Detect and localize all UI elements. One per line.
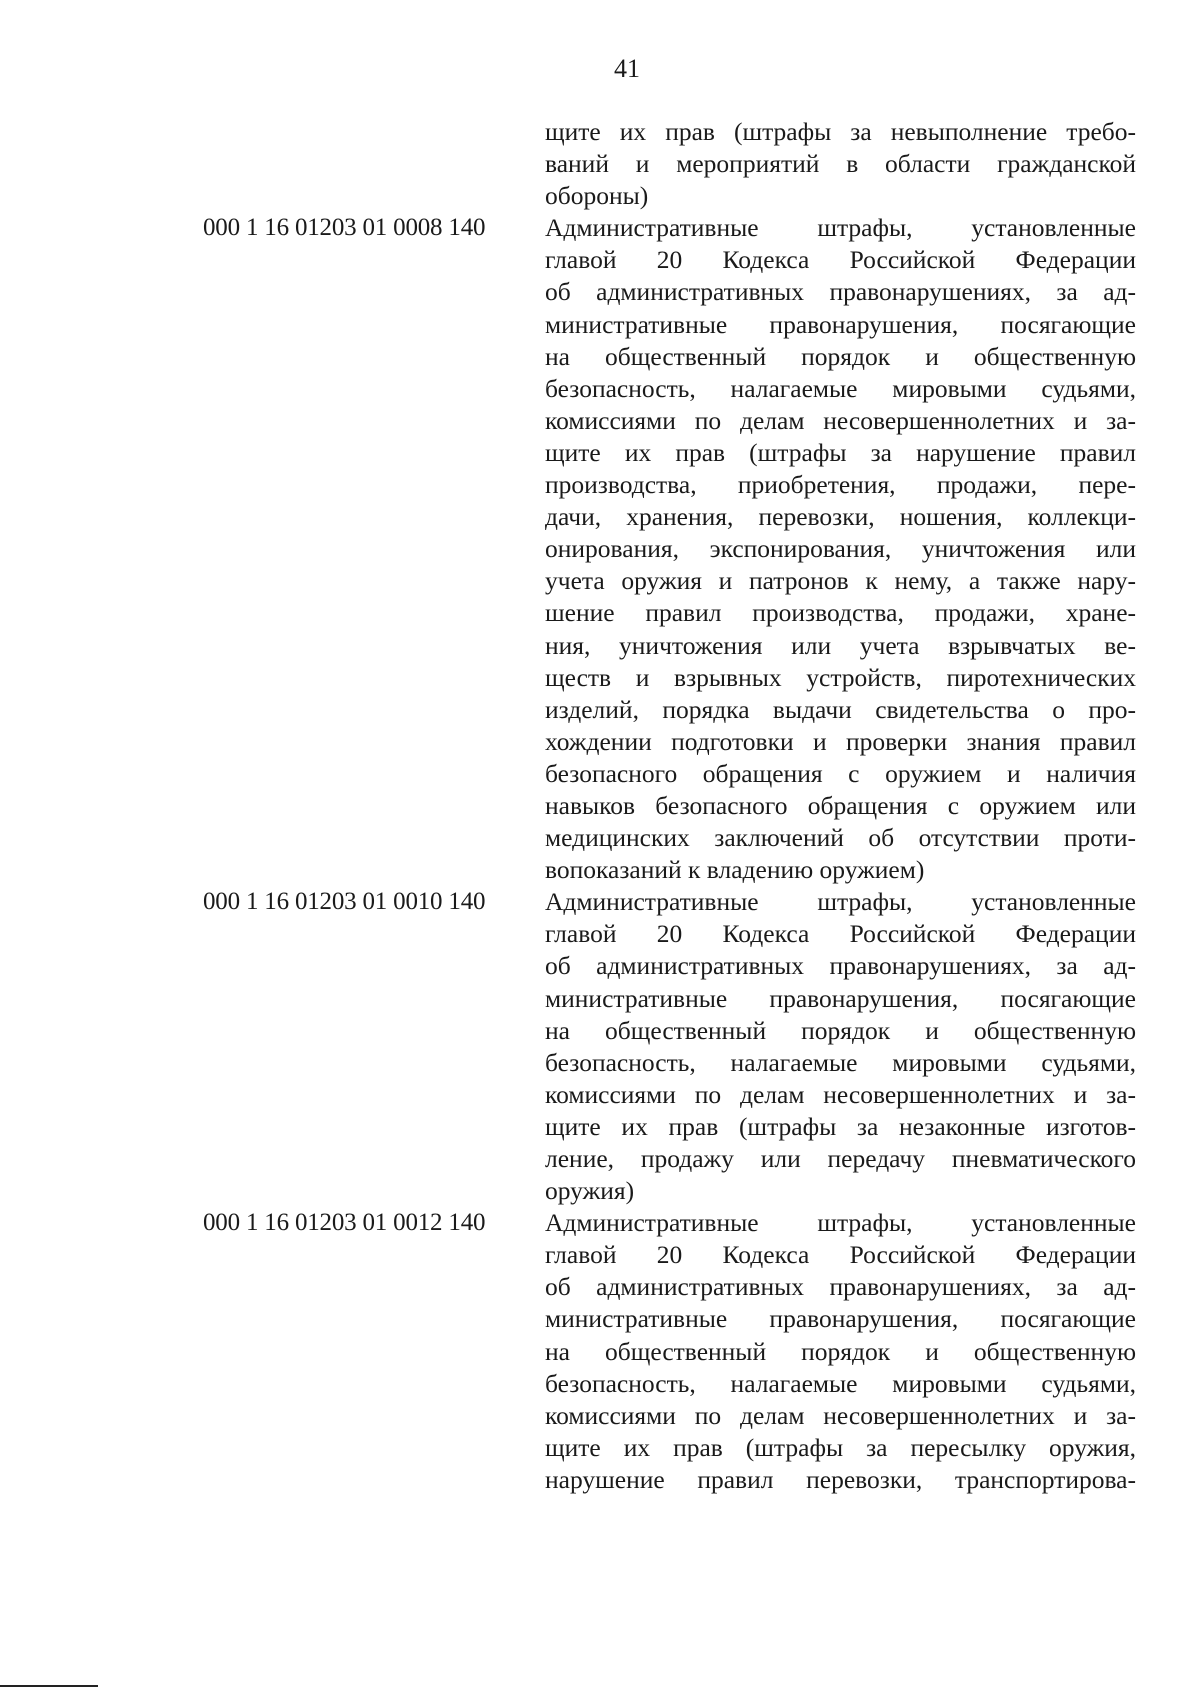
text-line: безопасность, налагаемые мировыми судьями, [545,373,1136,403]
text-line: обороны) [545,181,649,211]
text-line: комиссиями по делам несовершеннолетних и за- [545,1400,1136,1430]
budget-code: 000 1 16 01203 01 0012 140 [203,1209,486,1237]
text-line: безопасность, налагаемые мировыми судьями, [545,1368,1136,1398]
scan-edge-mark [0,1685,98,1687]
text-line: ваний и мероприятий в области гражданской [545,149,1136,179]
entry-description [545,116,1136,212]
text-line: щите их прав (штрафы за незаконные изготов- [545,1111,1136,1141]
budget-code: 000 1 16 01203 01 0008 140 [203,214,486,242]
entry-description [545,886,1136,1207]
text-line: об административных правонарушениях, за ад- [545,951,1136,981]
budget-code-table [0,116,1200,1496]
text-line: об административных правонарушениях, за ад- [545,277,1136,307]
text-line: безопасность, налагаемые мировыми судьями, [545,1047,1136,1077]
table-row [0,886,1200,1207]
text-line: главой 20 Кодекса Российской Федерации [545,245,1136,275]
text-line: на общественный порядок и общественную [545,1015,1136,1045]
text-line: ление, продажу или передачу пневматического [545,1144,1136,1173]
text-line: оружия) [545,1176,635,1206]
text-line: хождении подготовки и проверки знания правил [545,726,1136,756]
text-line: министративные правонарушения, посягающие [545,983,1136,1013]
text-line: министративные правонарушения, посягающие [545,309,1136,339]
budget-code: 000 1 16 01203 01 0010 140 [203,888,486,916]
text-line: дачи, хранения, перевозки, ношения, коллекци- [545,502,1136,532]
text-line: Административные штрафы, установленные [545,213,1136,243]
text-line: производства, приобретения, продажи, пере- [545,470,1136,500]
text-line: ществ и взрывных устройств, пиротехнических [545,662,1136,692]
table-row [0,116,1200,212]
text-line: шение правил производства, продажи, хране- [545,598,1136,628]
text-line: министративные правонарушения, посягающие [545,1304,1136,1334]
text-line: Административные штрафы, установленные [545,887,1136,917]
text-line: главой 20 Кодекса Российской Федерации [545,1240,1136,1270]
text-line: на общественный порядок и общественную [545,1336,1136,1366]
text-line: навыков безопасного обращения с оружием или [545,790,1136,820]
text-line: щите их прав (штрафы за пересылку оружия, [545,1432,1136,1462]
page-number: 41 [614,54,640,83]
text-line: главой 20 Кодекса Российской Федерации [545,919,1136,949]
text-line: комиссиями по делам несовершеннолетних и за- [545,1079,1136,1109]
text-line: онирования, экспонирования, уничтожения или [545,534,1136,564]
entry-description [545,1207,1136,1496]
text-line: учета оружия и патронов к нему, а также нару- [545,566,1136,596]
text-line: безопасного обращения с оружием и наличия [545,758,1136,788]
text-line: на общественный порядок и общественную [545,341,1136,371]
text-line: нарушение правил перевозки, транспортирова- [545,1464,1136,1494]
text-line: комиссиями по делам несовершеннолетних и за- [545,405,1136,435]
text-line: изделий, порядка выдачи свидетельства о про- [545,694,1136,724]
text-line: медицинских заключений об отсутствии проти- [545,823,1136,853]
text-line: Административные штрафы, установленные [545,1208,1136,1238]
entry-description [545,212,1136,886]
table-row [0,212,1200,886]
text-line: ния, уничтожения или учета взрывчатых ве- [545,630,1136,660]
text-line: щите их прав (штрафы за нарушение правил [545,437,1136,467]
text-line: об административных правонарушениях, за ад- [545,1272,1136,1302]
text-line: щите их прав (штрафы за невыполнение требо- [545,117,1136,146]
table-row [0,1207,1200,1496]
text-line: вопоказаний к владению оружием) [545,855,925,885]
